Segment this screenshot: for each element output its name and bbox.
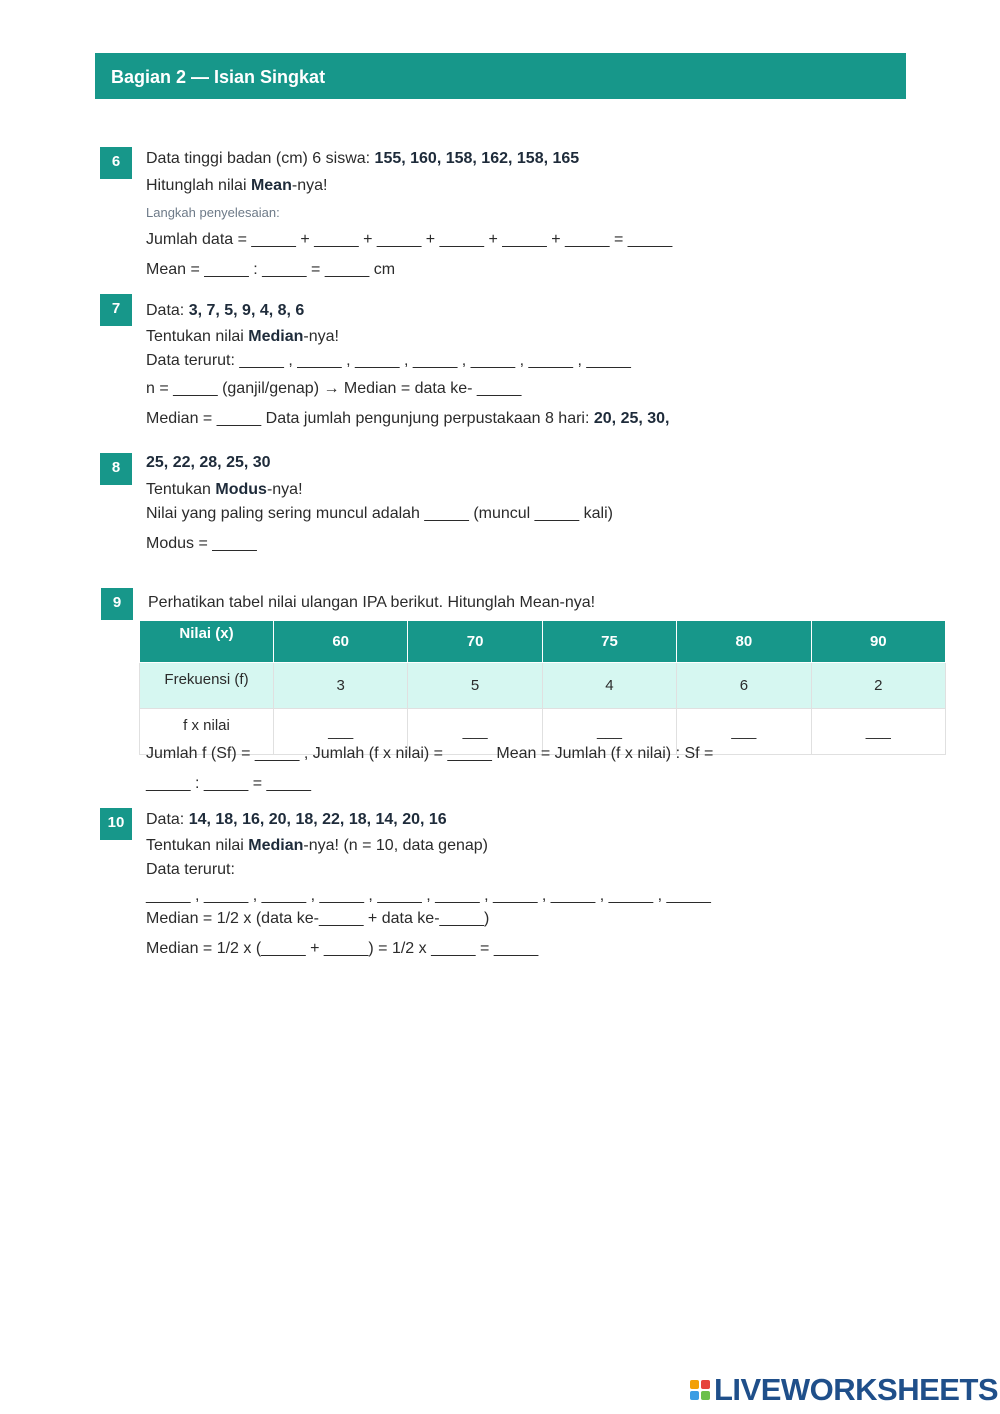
q7-instruction-b: Median [248,328,304,345]
question-number-9: 9 [101,588,133,620]
q10-sorted-blanks[interactable]: _____ , _____ , _____ , _____ , _____ , _____ , _____ , _____ , _____ , _____ [146,887,711,904]
table-row-label: Frekuensi (f) [140,663,274,709]
q7-median-text: Median = _____ Data jumlah pengunjung perpustakaan 8 hari: [146,410,594,427]
q9-sum-line[interactable]: Jumlah f (Sf) = _____ , Jumlah (f x nilai) = _____ Mean = Jumlah (f x nilai) : Sf = [146,745,714,762]
q7-sorted-line[interactable]: Data terurut: _____ , _____ , _____ , _____ , _____ , _____ , _____ [146,352,631,369]
liveworksheets-logo [690,1372,998,1408]
q8-instruction-a: Tentukan [146,481,216,498]
table-header-cell: 90 [811,621,945,663]
table-header-cell: 70 [408,621,542,663]
q7-data-line [146,302,304,320]
question-number-6: 6 [100,147,132,179]
logo-text: LIVEWORKSHEETS [714,1372,999,1407]
table-header-cell: 80 [677,621,811,663]
q8-modus-line[interactable]: Modus = _____ [146,535,257,552]
q10-median-result[interactable]: Median = 1/2 x (_____ + _____) = 1/2 x _____ = _____ [146,940,539,957]
q9-mean-line[interactable]: _____ : _____ = _____ [146,775,312,792]
q8-data-values: 25, 22, 28, 25, 30 [146,454,271,471]
fx-answer-blank[interactable]: ___ [408,709,542,755]
table-cell: 4 [542,663,676,709]
q10-median-formula[interactable]: Median = 1/2 x (data ke-_____ + data ke-_____) [146,910,490,927]
question-number-8: 8 [100,453,132,485]
table-header-row [140,621,946,663]
q8-instruction-b: Modus [215,481,267,498]
fx-answer-blank[interactable]: ___ [677,709,811,755]
q8-instruction [146,481,303,499]
q6-sum-line[interactable]: Jumlah data = _____ + _____ + _____ + _____ + _____ + _____ = _____ [146,231,673,248]
table-row-label: f x nilai [140,709,274,755]
q7-next-data: 20, 25, 30, [593,410,670,427]
q6-mean-line[interactable]: Mean = _____ : _____ = _____ cm [146,261,396,278]
logo-icon [690,1380,710,1400]
table-cell: 3 [274,663,408,709]
q8-frequent-line[interactable]: Nilai yang paling sering muncul adalah _____ (muncul _____ kali) [146,505,613,522]
q10-instruction [146,837,488,855]
q10-instruction-b: Median [248,837,304,854]
table-header-label: Nilai (x) [140,621,274,663]
table-cell: 6 [677,663,811,709]
fx-answer-blank[interactable]: ___ [811,709,945,755]
q7-instruction-c: -nya! [303,328,339,345]
q10-instruction-c: -nya! (n = 10, data genap) [303,837,488,854]
q7-n-line[interactable]: n = _____ (ganjil/genap) → Median = data ke- _____ [146,380,522,397]
table-row-frequency [140,663,946,709]
q6-instruction [146,177,327,195]
q8-instruction-c: -nya! [266,481,303,498]
table-cell: 5 [408,663,542,709]
q10-data-values: 14, 18, 16, 20, 18, 22, 18, 14, 20, 16 [188,811,447,828]
q10-instruction-a: Tentukan nilai [146,837,249,854]
q8-data-line [146,454,271,472]
q7-data-values: 3, 7, 5, 9, 4, 8, 6 [188,302,305,319]
table-header-cell: 60 [274,621,408,663]
q7-data-label: Data: [146,302,189,319]
q6-instruction-a: Hitunglah nilai [146,177,251,194]
q10-sorted-label: Data terurut: [146,861,235,878]
q6-data-values: 155, 160, 158, 162, 158, 165 [374,150,580,167]
q6-data-label: Data tinggi badan (cm) 6 siswa: [146,150,375,167]
question-number-10: 10 [100,808,132,840]
table-cell: 2 [811,663,945,709]
table-header-cell: 75 [542,621,676,663]
q10-data-label: Data: [146,811,189,828]
q7-instruction [146,328,339,346]
q7-median-line[interactable] [146,410,670,428]
q6-hint: Langkah penyelesaian: [146,205,280,220]
q10-data-line [146,811,447,829]
fx-answer-blank[interactable]: ___ [274,709,408,755]
q6-instruction-b: Mean [250,177,292,194]
question-number-7: 7 [100,294,132,326]
q7-instruction-a: Tentukan nilai [146,328,249,345]
q6-instruction-c: -nya! [291,177,328,194]
q9-prompt: Perhatikan tabel nilai ulangan IPA berikut. Hitunglah Mean-nya! [148,594,596,611]
score-table [139,620,946,755]
section-header: Bagian 2 — Isian Singkat [95,53,906,99]
q6-data-line [146,150,579,168]
fx-answer-blank[interactable]: ___ [542,709,676,755]
